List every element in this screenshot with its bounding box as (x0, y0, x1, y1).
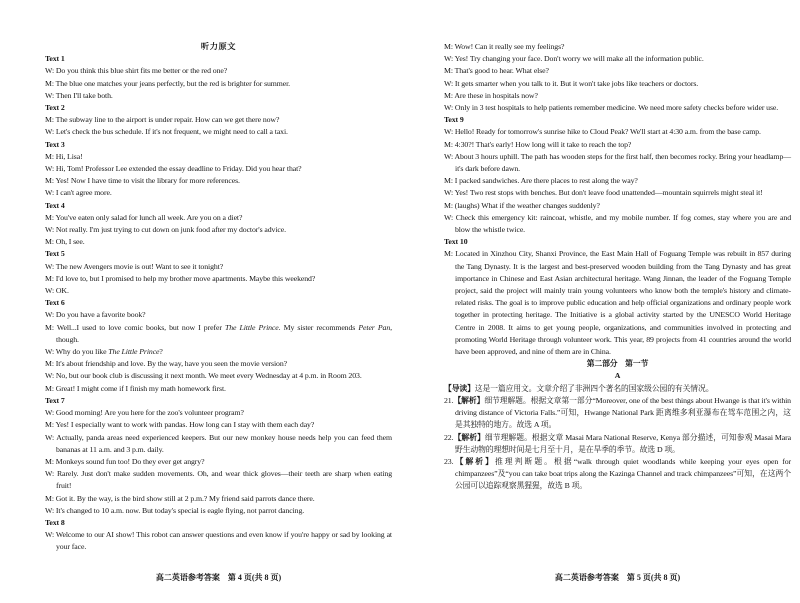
dialogue-line: W: No, but our book club is discussing it next month. We meet every Wednesday at 4 p.m. in Room 203. (45, 371, 362, 381)
dialogue-line: W: Do you have a favorite book? (45, 310, 146, 320)
dialogue-line: M: Got it. By the way, is the bird show still at 2 p.m.? My friend said parrots dance there. (45, 493, 315, 503)
text-segment: 推理判断题。根据“walk through quiet woodlands while keeping your eyes open for chimpanzees”及“you can take boat trips along the Kazinga Channel and track chimpanzees”可知，在这两个公园可以追踪观察黑猩猩，故选 B 项。 (455, 456, 791, 491)
dialogue-line: W: Hi, Tom! Professor Lee extended the essay deadline to Friday. Did you hear that? (45, 164, 302, 174)
dialogue-line: W: Check this emergency kit: raincoat, whistle, and my mobile number. If fog comes, stay where you are and blow the whistle twice. (444, 212, 791, 235)
answer-tag: 【解析】 (453, 395, 485, 405)
page-title: 听力原文 (200, 42, 237, 51)
dialogue-line: M: Wow! Can it really see my feelings? (444, 42, 565, 51)
dialogue-line: W: Not really. I'm just trying to cut down on junk food after my doctor's advice. (45, 225, 286, 235)
dialogue-line: M: Yes! I especially want to work with pandas. How long can I stay with them each day? (45, 420, 315, 430)
dialogue-line: M: 4:30?! That's early! How long will it take to reach the top? (444, 139, 632, 149)
page-footer-left: 高二英语参考答案 第 4 页(共 8 页) (155, 573, 282, 582)
answer-tag: 【解析】 (453, 456, 495, 466)
text-segment: 23. (444, 456, 454, 466)
dialogue-line: M: The subway line to the airport is under repair. How can we get there now? (45, 115, 280, 125)
text-segment: 21. (444, 395, 454, 405)
dialogue-line: W: Actually, panda areas need experienced keepers. But our new monkey house needs help you can feed them bananas at 11 a.m. and 3 p.m. daily. (45, 432, 392, 454)
dialogue-line: W: Yes! Try changing your face. Don't worry we will make all the information public. (444, 54, 704, 64)
text-heading: Text 1 (45, 54, 65, 64)
text-heading: Text 6 (45, 298, 65, 308)
dialogue-line: W: Yes! Two rest stops with benches. But don't leave food unattended—mountain squirrels might steal it! (444, 188, 763, 198)
page-footer-right: 高二英语参考答案 第 5 页(共 8 页) (554, 573, 681, 582)
text-segment: ? (159, 347, 163, 357)
dialogue-line: M: The blue one matches your jeans perfectly, but the red is brighter for summer. (45, 78, 291, 88)
dialogue-line: W: It gets smarter when you talk to it. But it won't take jobs like teachers or doctors. (444, 78, 699, 88)
book-title: Peter Pan (358, 322, 391, 332)
dialogue-line: M: That's good to hear. What else? (444, 66, 549, 76)
text-heading: Text 8 (45, 517, 65, 527)
dialogue-line: M: You've eaten only salad for lunch all week. Are you on a diet? (45, 212, 243, 222)
answer-tag: 【解析】 (453, 432, 485, 442)
text-heading: Text 9 (444, 115, 464, 125)
dialogue-line: W: About 3 hours uphill. The path has wooden steps for the first half, then becomes rocky. Bring your headlamp—it's dark before dawn. (444, 151, 791, 174)
book-title: The Little Prince (108, 347, 160, 357)
dialogue-line: M: Great! I might come if I finish my math homework first. (45, 383, 226, 393)
dialogue-line: W: Rarely. Just don't make sudden movements. Oh, and wear thick gloves—their teeth are sharp when eating fruit! (45, 469, 392, 491)
dialogue-line: W: Welcome to our AI show! This robot can answer questions and even know if you're happy or sad by looking at your face. (45, 530, 392, 552)
dialogue-line (45, 346, 392, 358)
text-segment: 这是一篇应用文。文章介绍了非洲四个著名的国家级公园的有关情况。 (474, 383, 714, 393)
dialogue-line: M: Oh, I see. (45, 237, 85, 247)
answer-explanation (444, 395, 791, 432)
answer-explanation (444, 432, 791, 456)
dialogue-line: W: It's changed to 10 a.m. now. But today's special is eagle flying, not parrot dancing. (45, 505, 305, 515)
section-heading: A (614, 371, 621, 381)
left-page-column (45, 41, 392, 554)
right-page-column (444, 41, 791, 493)
dialogue-line: M: It's about friendship and love. By the way, have you seen the movie version? (45, 359, 288, 369)
dialogue-line: M: Monkeys sound fun too! Do they ever get angry? (45, 456, 205, 466)
dialogue-line: M: (laughs) What if the weather changes suddenly? (444, 200, 600, 210)
dialogue-line: M: Are these in hospitals now? (444, 90, 538, 100)
dialogue-line: M: I'd love to, but I promised to help my brother move apartments. Maybe this weekend? (45, 273, 316, 283)
book-title: The Little Prince (224, 322, 279, 332)
text-heading: Text 5 (45, 249, 65, 259)
text-segment: 22. (444, 432, 454, 442)
text-heading: Text 10 (444, 237, 468, 247)
text-heading: Text 7 (45, 395, 65, 405)
answer-explanation (444, 383, 791, 395)
text-segment: , though. (56, 322, 392, 344)
dialogue-line: M: Hi, Lisa! (45, 151, 83, 161)
text-segment: . My sister recommends (278, 322, 359, 332)
text-segment: W: Why do you like (45, 347, 109, 357)
dialogue-line: W: Good morning! Are you here for the zoo's volunteer program? (45, 408, 244, 418)
dialogue-line: M: Yes! Now I have time to visit the library for more references. (45, 176, 240, 186)
dialogue-line: W: Do you think this blue shirt fits me better or the red one? (45, 66, 228, 76)
dialogue-line: W: I can't agree more. (45, 188, 112, 198)
answer-tag: 【导读】 (444, 383, 475, 393)
text-heading: Text 4 (45, 200, 65, 210)
answer-explanation (444, 456, 791, 493)
text-heading: Text 2 (45, 103, 65, 113)
dialogue-line: W: Let's check the bus schedule. If it's not frequent, we might need to call a taxi. (45, 127, 288, 137)
dialogue-line: M: I packed sandwiches. Are there places to rest along the way? (444, 176, 638, 186)
dialogue-line: W: Then I'll take both. (45, 90, 113, 100)
text-segment: 细节理解题。根据文章 Masai Mara National Reserve, Kenya 部分描述，可知参观 Masai Mara 野生动物的理想时间是七月至十月，是在旱季的季节。故选 D 项。 (455, 432, 791, 454)
dialogue-line: W: Hello! Ready for tomorrow's sunrise hike to Cloud Peak? We'll start at 4:30 a.m. from the base camp. (444, 127, 761, 137)
dialogue-line: W: OK. (45, 286, 69, 296)
section-heading: 第二部分 第一节 (586, 359, 649, 369)
dialogue-line: M: Located in Xinzhou City, Shanxi Province, the East Main Hall of Foguang Temple was rebuilt in 857 during the Tang Dynasty. It is the largest and best-preserved wooden building from the Tang Dynasty and has great importance in Chinese and East Asian architectural heritage. Wang Jinnan, the leader of the Foguang Temple project, said the project will mainly train young volunteers who know both the temple's history and climate-related risks. The goal is to improve public education and help official organizations and ordinary people work together in protecting heritage. The Initiative is a global activity started by the UNESCO World Heritage Centre in 2008. It aims to get young people, organizations, and communities involved in protecting and promoting World Heritage through volunteer work. This year, 89 projects from 41 countries around the world have been approved, and nine of them are in China. (444, 249, 791, 357)
text-segment: M: Well...I used to love comic books, but now I prefer (45, 322, 225, 332)
text-heading: Text 3 (45, 139, 65, 149)
dialogue-line: W: Only in 3 test hospitals to help patients remember medicine. We need more safety checks before wider use. (444, 103, 779, 113)
dialogue-line: W: The new Avengers movie is out! Want to see it tonight? (45, 261, 224, 271)
text-segment: 细节理解题。根据文章第一部分“Moreover, one of the best things about Hwange is that it's within driving distance of Victoria Falls.”可知，Hwange National Park 距离维多利亚瀑布在驾车范围之内，这是其独特的地方。故选 A 项。 (455, 395, 791, 430)
dialogue-line (45, 322, 392, 346)
